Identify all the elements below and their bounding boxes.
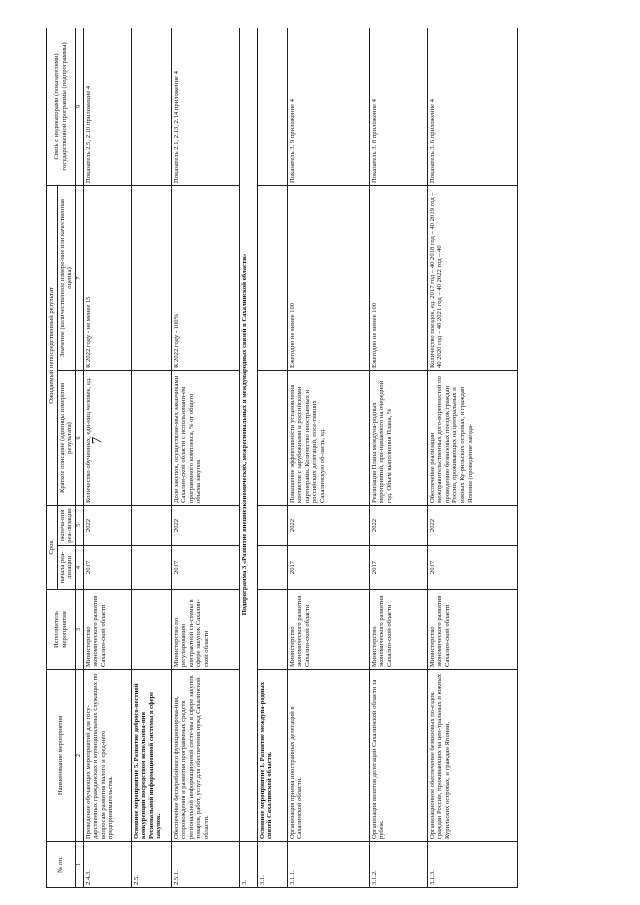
row-no: 3.1.1. (287, 842, 369, 888)
row-executor (257, 590, 287, 670)
row-desc (131, 370, 171, 505)
col-num: 5 (75, 505, 83, 545)
row-desc: Повышение эффективности установления контактов с зарубежными и российскими партнерами. Количество иностранных и российских делегаций, посе-тивших Сахалинскую об-ласть, ед. (287, 370, 369, 505)
row-link: Показатель 3. 6 приложение 4 (427, 28, 517, 185)
row-value: К 2022 году - 100% (171, 185, 239, 370)
row-value: Ежегодно не менее 100 (369, 185, 427, 370)
table-row (83, 28, 131, 888)
col-num: 4 (75, 546, 83, 590)
table-row (427, 28, 517, 888)
plan-table (46, 28, 518, 888)
row-executor: Министерство по регулированию контрактной си-стемы в сфере закупок Сахалин-ской области (171, 590, 239, 670)
row-start: 2017 (287, 546, 369, 590)
table-row (131, 28, 171, 888)
row-value: К 2022 году - не менее 15 (83, 185, 131, 370)
row-start: 2017 (83, 546, 131, 590)
table-row (287, 28, 369, 888)
row-executor: Министерство экономического развития Сахалин-ской области (83, 590, 131, 670)
table-row (171, 28, 239, 888)
col-num: 9 (75, 28, 83, 185)
row-link: Показатель 3. 9 приложение 4 (287, 28, 369, 185)
header-name: Наименование мероприятия (47, 670, 76, 842)
row-executor: Министерство экономического развития Сахалин-ской области (427, 590, 517, 670)
row-start (131, 546, 171, 590)
row-end: 2022 (427, 505, 517, 545)
row-no: 2.4.3. (83, 842, 131, 888)
section-no: 3. (239, 842, 257, 888)
row-link: Показатель 2.5, 2.10 приложение 4 (83, 28, 131, 185)
row-link (257, 28, 287, 185)
header-row-1 (47, 28, 58, 888)
rotated-table-wrapper (46, 28, 625, 888)
row-name: Организация приема иностранных делегаций в Сахалинской области. (287, 670, 369, 842)
row-link: Показатель 2.1, 2.13, 2.14 приложение 4 (171, 28, 239, 185)
row-desc: Обеспечение реализации межправительственных дого-воренностей по проведению безвизовых поездок граждан России, проживающих на центральных и южных Ку-рильских островах, и граждан Японии (проведение заезда- (427, 370, 517, 505)
row-link: Показатель 3. 8 приложение 4 (369, 28, 427, 185)
row-executor (131, 590, 171, 670)
header-value: Значение (количественное измере-ние или качественная оценка) (57, 185, 75, 370)
row-value: Ежегодно не менее 100 (287, 185, 369, 370)
row-start: 2017 (427, 546, 517, 590)
row-name: Обеспечение бесперебойного функционирова-ния, сопровождения и развития программных средств региональной информационной систе-мы в сфере закупок товаров, работ, услуг для обеспечения нужд Сахалинской области. (171, 670, 239, 842)
row-end (257, 505, 287, 545)
row-start: 2017 (171, 546, 239, 590)
table-row (369, 28, 427, 888)
row-start: 2017 (369, 546, 427, 590)
row-end: 2022 (369, 505, 427, 545)
row-name: Проведение обучающих мероприятий для госу-дарственных гражданских и муниципальных служащих по вопросам развития малого и сред-него предпринимательства. (83, 670, 131, 842)
col-num: 3 (75, 590, 83, 670)
col-num: 6 (75, 370, 83, 505)
page-number: 7 (89, 436, 106, 445)
row-value (257, 185, 287, 370)
header-executor: Исполнитель мероприятия (47, 590, 76, 670)
header-end: оконча-ния реа-лизации (57, 505, 75, 545)
column-number-row (75, 28, 83, 888)
row-executor: Министерство экономического развития Сахалин-ской области (287, 590, 369, 670)
row-end: 2022 (287, 505, 369, 545)
row-desc: Реализация Плана междуна-родных мероприятий, при-нимаемого на очередной год. Объем выполнения Плана, % (369, 370, 427, 505)
row-end: 2022 (171, 505, 239, 545)
header-link: Связь с индикаторами (показателями) государственной программы (подпрограммы) (47, 28, 76, 185)
row-executor: Министерство экономического развития Сахалин-ской области (369, 590, 427, 670)
row-start (257, 546, 287, 590)
row-desc: Количество обученных, еди-ниц человек, ед. (83, 370, 131, 505)
col-num: 1 (75, 842, 83, 888)
row-end (131, 505, 171, 545)
row-desc (257, 370, 287, 505)
row-no: 3.1.3. (427, 842, 517, 888)
section-title: Подпрограмма 3 «Развитие внешнеэкономических, межрегиональных и международных связей в Сахалинской области» (239, 28, 257, 842)
row-name: Основное мероприятие 1. Развитие междуна-родных связей Сахалинской области. (257, 670, 287, 842)
row-no: 3.1. (257, 842, 287, 888)
col-num: 2 (75, 670, 83, 842)
header-no: № пп. (47, 842, 76, 888)
header-desc: Краткое описание (единицы измерения результата) (57, 370, 75, 505)
row-link (131, 28, 171, 185)
section-row (239, 28, 257, 888)
row-no: 2.5. (131, 842, 171, 888)
row-name: Организационное обеспечение безвизовых по-ездок граждан России, проживающих на цен-тральных и южных Курильских островах, и граждан Японии. (427, 670, 517, 842)
row-no: 2.5.1. (171, 842, 239, 888)
row-no: 3.1.2. (369, 842, 427, 888)
row-value (131, 185, 171, 370)
table-row (257, 28, 287, 888)
row-end: 2022 (83, 505, 131, 545)
row-name: Организация визитов делегаций Сахалинской области за рубеж. (369, 670, 427, 842)
header-result: Ожидаемый непосредственный результат (47, 185, 58, 505)
row-name: Основное мероприятие 5. Развитие добросо-вестной конкуренции посредством использова-ния Региональной информационной системы в сфере закупок. (131, 670, 171, 842)
row-desc: Доля закупок, осуществляе-мых заказчиками Сахалин-ской области с использовани-ем программного комплекса, % от общего объема закупок (171, 370, 239, 505)
header-start: начала реа-лизации (57, 546, 75, 590)
document-sheet (46, 28, 625, 888)
row-value: Количество поездок, ед. 2017 год – 40 2018 год – 40 2019 год – 40 2020 год – 40 2021 год – 40 2022 год – 40 (427, 185, 517, 370)
header-term: Срок (47, 505, 58, 589)
col-num: 7 (75, 185, 83, 370)
